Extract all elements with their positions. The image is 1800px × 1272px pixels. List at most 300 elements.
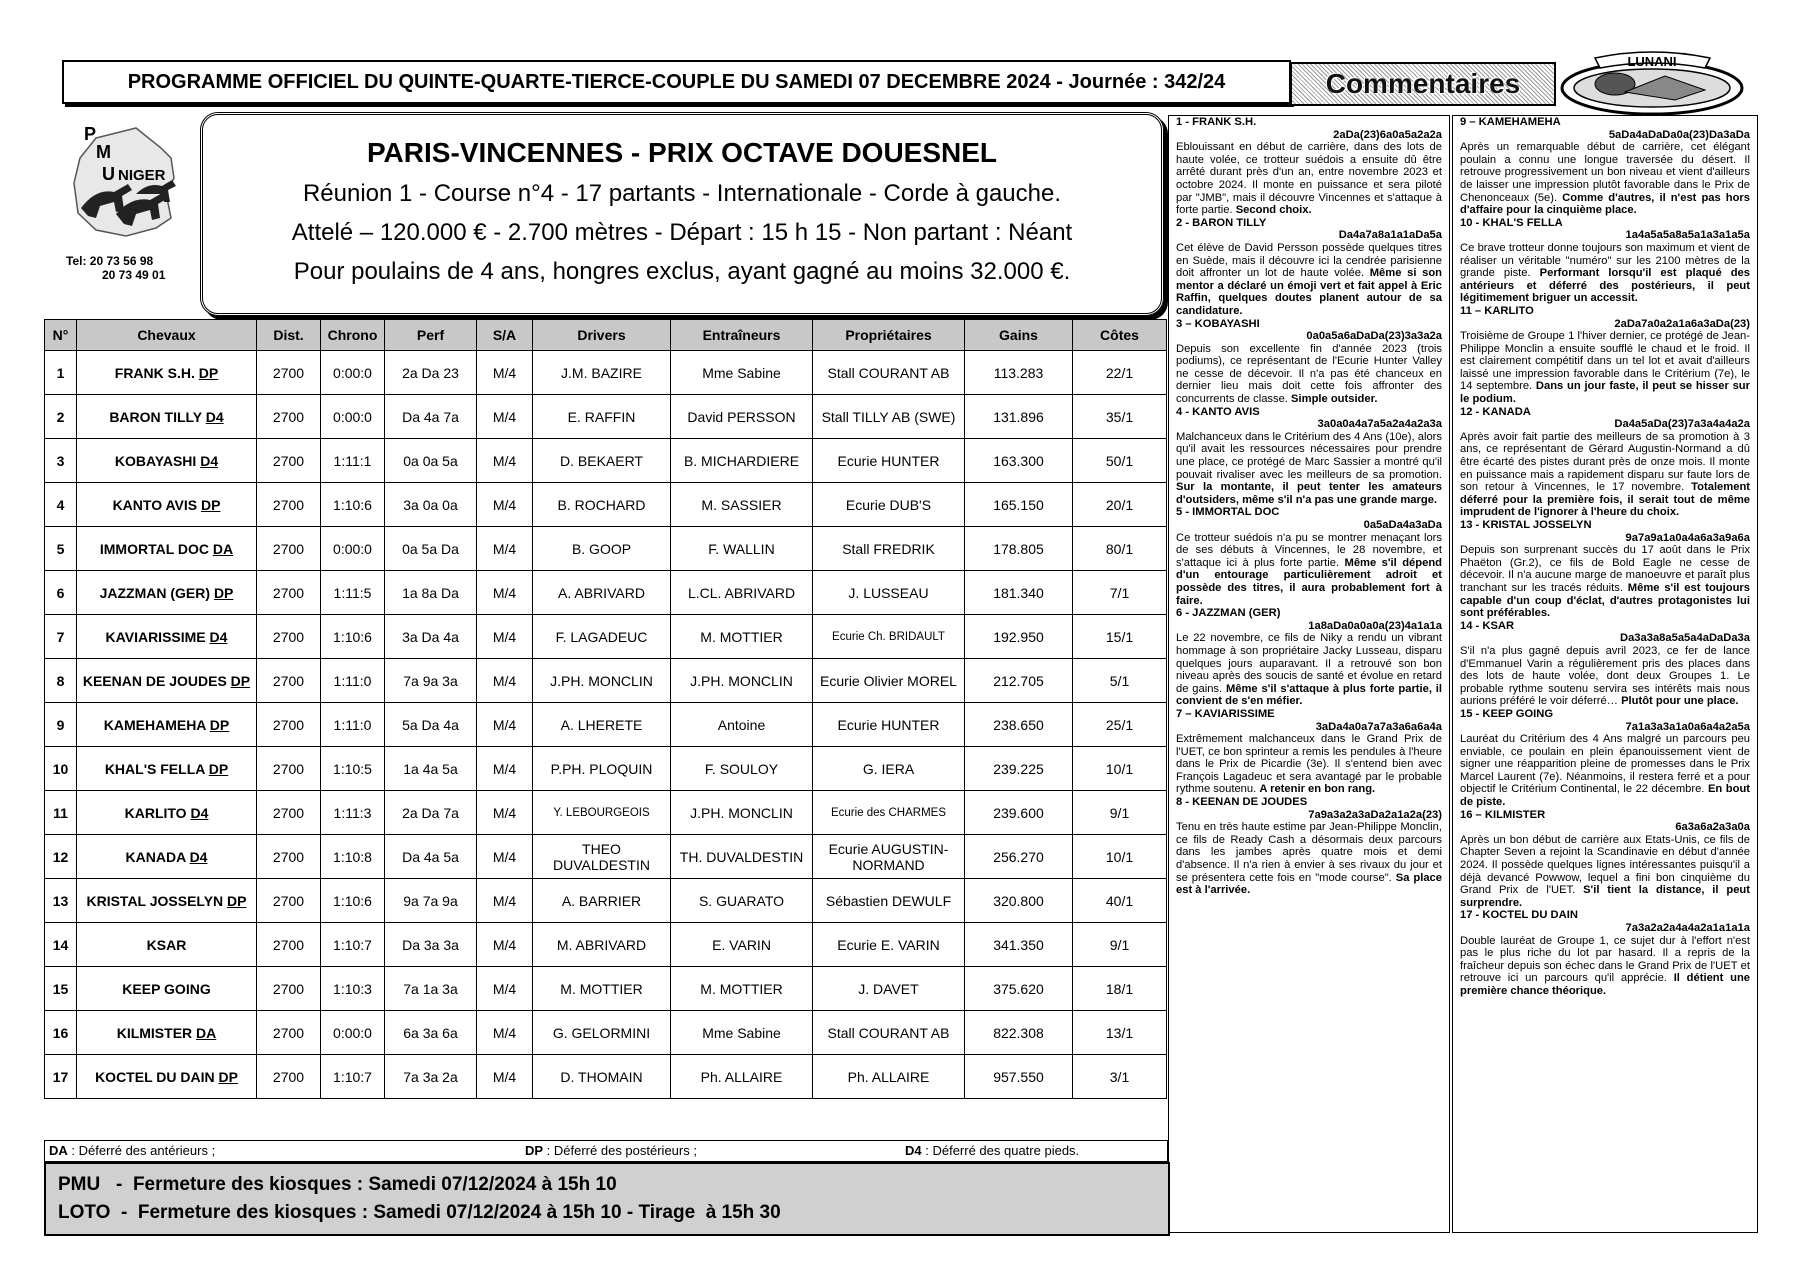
cell-dist: 2700 xyxy=(257,835,321,879)
comment-entry xyxy=(1460,217,1750,305)
kiosk-closing-box xyxy=(44,1162,1170,1236)
cell-owner: Ecurie HUNTER xyxy=(813,703,965,747)
comment-music: 9a7a9a1a0a4a6a3a9a6a xyxy=(1625,531,1750,544)
horse-name: KOCTEL DU DAIN DP xyxy=(77,1055,257,1099)
cell-n: 8 xyxy=(45,659,77,703)
cell-driver: D. BEKAERT xyxy=(533,439,671,483)
comment-text: Le 22 novembre, ce fils de Niky a rendu un vibrant hommage à son propriétaire Jacky Lusseau, disparu quelques jours auparavant. Il a retrouvé son bon niveau après des soucis de santé et évolue en retard de gains. Même s'il s'attaque à plus forte partie, il convient de s'en méfier. xyxy=(1176,632,1442,708)
column-header: Entraîneurs xyxy=(671,320,813,351)
cell-dist: 2700 xyxy=(257,1055,321,1099)
cell-chrono: 0:00:0 xyxy=(321,527,385,571)
table-row xyxy=(45,439,1167,483)
cell-sa: M/4 xyxy=(477,615,533,659)
cell-cote: 80/1 xyxy=(1073,527,1167,571)
cell-n: 12 xyxy=(45,835,77,879)
comment-horse: 4 - KANTO AVIS xyxy=(1176,405,1260,418)
cell-n: 3 xyxy=(45,439,77,483)
cell-cote: 35/1 xyxy=(1073,395,1167,439)
comment-text: Cet élève de David Persson possède quelques titres en Suède, mais il découvre ici la cendrée parisienne doit affronter un lot de haute volée. Même si son mentor a déclaré un émoji vert et fait appel à Eric Raffin, quelques doutes planent autour de sa candidature. xyxy=(1176,241,1442,317)
comment-horse: 13 - KRISTAL JOSSELYN xyxy=(1460,519,1592,531)
cell-sa: M/4 xyxy=(477,1011,533,1055)
cell-driver: F. LAGADEUC xyxy=(533,615,671,659)
comment-horse: 8 - KEENAN DE JOUDES xyxy=(1176,796,1308,809)
comment-verdict: Même s'il s'attaque à plus forte partie, il convient de s'en méfier. xyxy=(1176,682,1442,708)
cell-sa: M/4 xyxy=(477,747,533,791)
horse-name: KARLITO D4 xyxy=(77,791,257,835)
cell-sa: M/4 xyxy=(477,351,533,395)
comment-entry xyxy=(1176,607,1442,708)
comment-horse: 11 – KARLITO xyxy=(1460,304,1534,317)
cell-driver: THEO DUVALDESTIN xyxy=(533,835,671,879)
comment-entry xyxy=(1460,620,1750,708)
comments-title-box xyxy=(1290,62,1556,106)
table-row xyxy=(45,923,1167,967)
cell-owner: J. LUSSEAU xyxy=(813,571,965,615)
cell-perf: 7a 3a 2a xyxy=(385,1055,477,1099)
cell-dist: 2700 xyxy=(257,351,321,395)
cell-owner: Ecurie Ch. BRIDAULT xyxy=(813,615,965,659)
horse-name: KANADA D4 xyxy=(77,835,257,879)
cell-driver: G. GELORMINI xyxy=(533,1011,671,1055)
comment-entry xyxy=(1460,116,1750,217)
cell-chrono: 1:10:6 xyxy=(321,879,385,923)
cell-cote: 7/1 xyxy=(1073,571,1167,615)
comment-text: Tenu en très haute estime par Jean-Philippe Monclin, ce fils de Ready Cash a désormais deux parcours dans les jambes après quatre mois et demi d'absence. Il n'a rien à envier à ses rivaux du jour et se présentera cette fois en "mode course". Sa place est à l'arrivée. xyxy=(1176,821,1443,897)
table-row xyxy=(45,791,1167,835)
table-row xyxy=(45,879,1167,923)
cell-cote: 15/1 xyxy=(1073,615,1167,659)
cell-gains: 192.950 xyxy=(965,615,1073,659)
cell-cote: 10/1 xyxy=(1073,835,1167,879)
table-row xyxy=(45,527,1167,571)
shoeing-tag: DP xyxy=(227,892,247,909)
cell-perf: 2a Da 7a xyxy=(385,791,477,835)
comment-horse: 17 - KOCTEL DU DAIN xyxy=(1460,909,1578,922)
cell-driver: B. ROCHARD xyxy=(533,483,671,527)
cell-perf: 5a Da 4a xyxy=(385,703,477,747)
table-row xyxy=(45,571,1167,615)
legend-d4: D4 : Déferré des quatre pieds. xyxy=(905,1143,1080,1158)
cell-gains: 113.283 xyxy=(965,351,1073,395)
comment-text: Troisième de Groupe 1 l'hiver dernier, ce protégé de Jean-Philippe Monclin a ensuite soufflé le chaud et le froid. Il est clairement compétitif dans un tel lot et avait d'ailleurs laissé une impression favorable dans le Critérium (7e), le 14 septembre. Dans un jour faste, il peut se hisser sur le podium. xyxy=(1460,330,1750,406)
cell-trainer: E. VARIN xyxy=(671,923,813,967)
logo-letter-m: M xyxy=(96,142,111,162)
cell-dist: 2700 xyxy=(257,527,321,571)
comment-entry xyxy=(1176,506,1442,607)
comment-music: Da4a7a8a1a1aDa5a xyxy=(1338,229,1442,242)
comment-music: 3aDa4a0a7a7a3a6a6a4a xyxy=(1315,720,1442,733)
cell-owner: Stall COURANT AB xyxy=(813,351,965,395)
cell-trainer: M. MOTTIER xyxy=(671,615,813,659)
cell-driver: M. ABRIVARD xyxy=(533,923,671,967)
comment-text: Après avoir fait partie des meilleurs de sa promotion à 3 ans, ce représentant de Gérard Augustin-Normand a dû être écarté des pistes durant près de onze mois. Il monte en puissance mais a rapidement disparu sur faute lors de son retour à Vincennes, le 17 novembre. Totalement déferré pour la première fois, il serait tout de même imprudent de l'ignorer à l'heure du choix. xyxy=(1460,430,1750,519)
comment-verdict: Dans un jour faste, il peut se hisser sur le podium. xyxy=(1460,380,1750,406)
table-row xyxy=(45,835,1167,879)
program-header xyxy=(62,60,1291,104)
comments-column-2 xyxy=(1452,115,1758,1233)
cell-cote: 20/1 xyxy=(1073,483,1167,527)
cell-trainer: Antoine xyxy=(671,703,813,747)
horse-name: KILMISTER DA xyxy=(77,1011,257,1055)
table-row xyxy=(45,395,1167,439)
column-header: N° xyxy=(45,320,77,351)
cell-trainer: S. GUARATO xyxy=(671,879,813,923)
comment-music: 2aDa(23)6a0a5a2a2a xyxy=(1333,128,1442,141)
cell-chrono: 1:10:5 xyxy=(321,747,385,791)
cell-trainer: F. SOULOY xyxy=(671,747,813,791)
comment-text: Depuis son excellente fin d'année 2023 (trois podiums), ce représentant de l'Ecurie Hunter Valley ne cesse de décevoir. Il n'a pas été chanceux en dernier lieu mais doit cette fois affronter des concurrents de classe. Simple outsider. xyxy=(1176,342,1442,406)
comment-verdict: Plutôt pour une place. xyxy=(1621,695,1739,708)
shoeing-tag: DP xyxy=(198,364,219,381)
cell-dist: 2700 xyxy=(257,659,321,703)
comment-verdict: Simple outsider. xyxy=(1291,393,1378,406)
cell-gains: 957.550 xyxy=(965,1055,1073,1099)
comment-text: Après un bon début de carrière aux Etats-Unis, ce fils de Chapter Seven a rejoint la Scandinavie en début d'année 2024. Il possède quelques lignes intéressantes puisqu'il a déjà devancé Powwow, lequel a fini bon cinquième du Grand Prix de l'UET. S'il tient la distance, il peut surprendre. xyxy=(1460,833,1750,909)
cell-n: 9 xyxy=(45,703,77,747)
cell-trainer: F. WALLIN xyxy=(671,527,813,571)
cell-chrono: 1:11:3 xyxy=(321,791,385,835)
pmu-niger-logo xyxy=(66,118,186,256)
cell-cote: 40/1 xyxy=(1073,879,1167,923)
comment-music: 7a3a2a2a4a4a2a1a1a1a xyxy=(1625,922,1750,934)
cell-trainer: David PERSSON xyxy=(671,395,813,439)
comment-horse: 15 - KEEP GOING xyxy=(1460,707,1554,720)
cell-chrono: 1:10:6 xyxy=(321,483,385,527)
cell-perf: 6a 3a 6a xyxy=(385,1011,477,1055)
cell-sa: M/4 xyxy=(477,571,533,615)
cell-cote: 25/1 xyxy=(1073,703,1167,747)
cell-dist: 2700 xyxy=(257,439,321,483)
comment-verdict: Totalement déferré pour la première fois, il serait tout de même imprudent de l'ignorer à l'heure du choix. xyxy=(1460,481,1750,519)
column-header: Perf xyxy=(385,320,477,351)
cell-trainer: J.PH. MONCLIN xyxy=(671,791,813,835)
cell-dist: 2700 xyxy=(257,967,321,1011)
table-row xyxy=(45,483,1167,527)
comment-verdict: A retenir en bon rang. xyxy=(1259,783,1376,796)
cell-dist: 2700 xyxy=(257,571,321,615)
shoeing-tag: DP xyxy=(208,760,229,777)
comment-entry xyxy=(1176,116,1442,217)
horse-name: KEEP GOING xyxy=(77,967,257,1011)
table-row xyxy=(45,615,1167,659)
cell-driver: J.PH. MONCLIN xyxy=(533,659,671,703)
table-row xyxy=(45,967,1167,1011)
cell-dist: 2700 xyxy=(257,615,321,659)
cell-perf: 7a 9a 3a xyxy=(385,659,477,703)
cell-driver: A. BARRIER xyxy=(533,879,671,923)
comment-music: Da3a3a8a5a5a4aDaDa3a xyxy=(1619,632,1750,645)
horse-name: BARON TILLY D4 xyxy=(77,395,257,439)
cell-dist: 2700 xyxy=(257,879,321,923)
comment-music: 1a8aDa0a0a0a(23)4a1a1a xyxy=(1308,619,1442,632)
cell-trainer: Mme Sabine xyxy=(671,351,813,395)
cell-trainer: B. MICHARDIERE xyxy=(671,439,813,483)
cell-chrono: 0:00:0 xyxy=(321,351,385,395)
race-line-1: Réunion 1 - Course n°4 - 17 partants - Internationale - Corde à gauche. xyxy=(302,180,1062,207)
cell-perf: 0a 0a 5a xyxy=(385,439,477,483)
cell-chrono: 0:00:0 xyxy=(321,395,385,439)
logo-text-niger: NIGER xyxy=(118,167,166,184)
cell-gains: 165.150 xyxy=(965,483,1073,527)
logo-letter-p: P xyxy=(84,124,97,144)
cell-chrono: 1:10:7 xyxy=(321,923,385,967)
cell-dist: 2700 xyxy=(257,703,321,747)
cell-dist: 2700 xyxy=(257,923,321,967)
comment-music: 1a4a5a5a8a5a1a3a1a5a xyxy=(1625,229,1750,242)
comment-text: Depuis son surprenant succès du 17 août dans le Prix Phaëton (Gr.2), ce fils de Bold Eagle ne cesse de décevoir. Il n'a aucune marge de manoeuvre et paraît plus tranchant sur les tracés réduits. Même s'il est toujours capable d'un coup d'éclat, d'autres protagonistes lui sont préférables. xyxy=(1460,544,1750,620)
comment-verdict: Sa place est à l'arrivée. xyxy=(1176,871,1443,897)
cell-gains: 238.650 xyxy=(965,703,1073,747)
legend-da: DA : Déferré des antérieurs ; xyxy=(49,1143,216,1158)
cell-sa: M/4 xyxy=(477,967,533,1011)
comment-music: 0a5aDa4a3aDa xyxy=(1363,519,1442,531)
cell-trainer: Mme Sabine xyxy=(671,1011,813,1055)
cell-driver: A. ABRIVARD xyxy=(533,571,671,615)
cell-n: 6 xyxy=(45,571,77,615)
table-header-row xyxy=(45,320,1167,351)
legend-dp: DP : Déferré des postérieurs ; xyxy=(525,1143,697,1158)
cell-n: 16 xyxy=(45,1011,77,1055)
shoeing-tag: DP xyxy=(213,584,234,601)
column-header: Chevaux xyxy=(77,320,257,351)
comment-music: 3a0a0a4a7a5a2a4a2a3a xyxy=(1317,418,1442,431)
horse-name: KEENAN DE JOUDES DP xyxy=(77,659,257,703)
cell-dist: 2700 xyxy=(257,395,321,439)
cell-gains: 320.800 xyxy=(965,879,1073,923)
shoeing-legend xyxy=(44,1140,1168,1162)
column-header: S/A xyxy=(477,320,533,351)
cell-chrono: 1:11:1 xyxy=(321,439,385,483)
shoeing-tag: DP xyxy=(218,1068,238,1085)
horse-name: JAZZMAN (GER) DP xyxy=(77,571,257,615)
cell-dist: 2700 xyxy=(257,747,321,791)
program-title: PROGRAMME OFFICIEL DU QUINTE-QUARTE-TIERCE-COUPLE DU SAMEDI 07 DECEMBRE 2024 - Journée : 342/24 xyxy=(127,70,1226,93)
cell-n: 17 xyxy=(45,1055,77,1099)
cell-n: 11 xyxy=(45,791,77,835)
cell-dist: 2700 xyxy=(257,1011,321,1055)
cell-sa: M/4 xyxy=(477,923,533,967)
comment-verdict: Comme d'autres, il n'est pas hors d'affaire pour la cinquième place. xyxy=(1460,191,1751,217)
cell-sa: M/4 xyxy=(477,791,533,835)
comment-music: 2aDa7a0a2a1a6a3aDa(23) xyxy=(1614,317,1750,330)
cell-perf: 3a 0a 0a xyxy=(385,483,477,527)
cell-sa: M/4 xyxy=(477,483,533,527)
cell-sa: M/4 xyxy=(477,1055,533,1099)
shoeing-tag: DA xyxy=(212,540,234,557)
table-row xyxy=(45,703,1167,747)
comment-horse: 2 - BARON TILLY xyxy=(1176,216,1267,229)
cell-owner: Ecurie HUNTER xyxy=(813,439,965,483)
comment-text: Malchanceux dans le Critérium des 4 Ans (10e), alors qu'il avait les ressources nécessaires pour prendre une place, ce protégé de Marc Sassier a montré qu'il pouvait rivaliser avec les meilleurs de sa promotion. Sur la montante, il peut tenter les amateurs d'outsiders, même s'il n'a pas une grande marge. xyxy=(1176,430,1442,506)
cell-sa: M/4 xyxy=(477,879,533,923)
comment-text: Lauréat du Critérium des 4 Ans malgré un parcours peu enviable, ce poulain en plein épanouissement vient de signer une réapparition pleine de promesses dans le Prix Marcel Laurent (7e). Néanmoins, il restera ferré et a pour objectif le Critérium Continental, le 22 décembre. En bout de piste. xyxy=(1460,733,1751,809)
cell-trainer: M. SASSIER xyxy=(671,483,813,527)
comment-text: Après un remarquable début de carrière, cet élégant poulain a connu une longue traversée du désert. Il retrouve progressivement un bon niveau et vient d'ailleurs de laisser une impression plutôt favorable dans le Prix de Chenonceaux (5e). Comme d'autres, il n'est pas hors d'affaire pour la cinquième place. xyxy=(1460,141,1751,217)
cell-perf: 7a 1a 3a xyxy=(385,967,477,1011)
cell-driver: Y. LEBOURGEOIS xyxy=(533,791,671,835)
comment-verdict: Même si son mentor a déclaré un émoji vert et fait appel à Eric Raffin, quelques doutes planent autour de sa candidature. xyxy=(1176,267,1442,317)
cell-cote: 22/1 xyxy=(1073,351,1167,395)
shoeing-tag: DP xyxy=(209,716,230,733)
cell-cote: 18/1 xyxy=(1073,967,1167,1011)
column-header: Propriétaires xyxy=(813,320,965,351)
comment-entry xyxy=(1176,217,1442,318)
comment-verdict: S'il tient la distance, il peut surprendre. xyxy=(1460,884,1750,909)
shoeing-tag: D4 xyxy=(190,804,209,821)
cell-owner: Ecurie Olivier MOREL xyxy=(813,659,965,703)
comment-horse: 5 - IMMORTAL DOC xyxy=(1176,506,1280,519)
cell-perf: 9a 7a 9a xyxy=(385,879,477,923)
shoeing-tag: DP xyxy=(230,672,251,689)
horse-name: KOBAYASHI D4 xyxy=(77,439,257,483)
cell-cote: 9/1 xyxy=(1073,791,1167,835)
horse-name: KAMEHAMEHA DP xyxy=(77,703,257,747)
cell-n: 13 xyxy=(45,879,77,923)
table-row xyxy=(45,659,1167,703)
cell-chrono: 1:11:0 xyxy=(321,659,385,703)
comment-verdict: Performant lorsqu'il est plaqué des antérieurs et déferré des postérieurs, il peut légitimement briguer un accessit. xyxy=(1460,267,1750,305)
comment-verdict: En bout de piste. xyxy=(1460,783,1751,809)
comment-text: Eblouissant en début de carrière, dans des lots de haute volée, ce trotteur suédois a ensuite dû être arrêté durant près d'un an, entre novembre 2023 et octobre 2024. Il monte en puissance et sera piloté par "JMB", mais il découvre Vincennes et s'attaque à forte partie. Second choix. xyxy=(1176,141,1442,217)
cell-chrono: 1:11:5 xyxy=(321,571,385,615)
comment-horse: 1 - FRANK S.H. xyxy=(1176,116,1257,128)
cell-gains: 822.308 xyxy=(965,1011,1073,1055)
shoeing-tag: D4 xyxy=(205,408,224,425)
horse-name: KRISTAL JOSSELYN DP xyxy=(77,879,257,923)
cell-chrono: 1:10:6 xyxy=(321,615,385,659)
cell-sa: M/4 xyxy=(477,703,533,747)
cell-sa: M/4 xyxy=(477,395,533,439)
comment-music: 7a9a3a2a3aDa2a1a2a(23) xyxy=(1308,808,1442,821)
cell-sa: M/4 xyxy=(477,659,533,703)
cell-sa: M/4 xyxy=(477,835,533,879)
horse-name: KHAL'S FELLA DP xyxy=(77,747,257,791)
cell-dist: 2700 xyxy=(257,791,321,835)
comment-horse: 3 – KOBAYASHI xyxy=(1176,317,1260,330)
cell-n: 4 xyxy=(45,483,77,527)
comment-text: Double lauréat de Groupe 1, ce sujet dur à l'effort n'est pas le plus riche du lot par hasard. Il a repris de la fraîcheur depuis son échec dans le Grand Prix de l'UET et retrouve ici un parcours qu'il apprécie. Il détient une première chance théorique. xyxy=(1460,934,1750,997)
table-row xyxy=(45,747,1167,791)
cell-trainer: TH. DUVALDESTIN xyxy=(671,835,813,879)
race-title: PARIS-VINCENNES - PRIX OCTAVE DOUESNEL xyxy=(366,137,998,168)
cell-driver: M. MOTTIER xyxy=(533,967,671,1011)
cell-chrono: 0:00:0 xyxy=(321,1011,385,1055)
cell-n: 1 xyxy=(45,351,77,395)
cell-driver: D. THOMAIN xyxy=(533,1055,671,1099)
contact-phones xyxy=(66,254,186,282)
table-body xyxy=(45,351,1167,1099)
comment-verdict: Second choix. xyxy=(1235,204,1312,217)
shoeing-tag: D4 xyxy=(200,452,219,469)
shoeing-tag: D4 xyxy=(209,628,228,645)
cell-driver: A. LHERETE xyxy=(533,703,671,747)
comment-entry xyxy=(1460,708,1750,809)
comment-entry xyxy=(1176,796,1442,897)
cell-n: 15 xyxy=(45,967,77,1011)
table-row xyxy=(45,1055,1167,1099)
cell-perf: Da 3a 3a xyxy=(385,923,477,967)
comment-horse: 10 - KHAL'S FELLA xyxy=(1460,216,1563,229)
comment-entry xyxy=(1176,406,1442,507)
cell-gains: 256.270 xyxy=(965,835,1073,879)
cell-cote: 13/1 xyxy=(1073,1011,1167,1055)
horse-name: KAVIARISSIME D4 xyxy=(77,615,257,659)
column-header: Dist. xyxy=(257,320,321,351)
comment-music: 7a1a3a3a1a0a6a4a2a5a xyxy=(1625,720,1750,733)
cell-owner: Stall TILLY AB (SWE) xyxy=(813,395,965,439)
cell-perf: 3a Da 4a xyxy=(385,615,477,659)
comment-text: Ce trotteur suédois n'a pu se montrer menaçant lors de ses débuts à Vincennes, le 28 novembre, et s'attaque ici à plus forte partie. Même s'il dépend d'un entourage particulièrement adroit et possède des titres, il aura probablement fort à faire. xyxy=(1176,531,1442,607)
comment-music: 5aDa4aDaDa0a(23)Da3aDa xyxy=(1608,128,1750,141)
cell-trainer: L.CL. ABRIVARD xyxy=(671,571,813,615)
comment-entry xyxy=(1460,305,1750,406)
race-line-3: Pour poulains de 4 ans, hongres exclus, ayant gagné au moins 32.000 €. xyxy=(293,258,1071,285)
shoeing-tag: DP xyxy=(200,496,221,513)
comment-verdict: Sur la montante, il peut tenter les amateurs d'outsiders, même s'il n'a pas une grande marge. xyxy=(1176,481,1442,506)
comments-column-1 xyxy=(1168,115,1450,1233)
comment-horse: 6 - JAZZMAN (GER) xyxy=(1176,607,1281,620)
cell-sa: M/4 xyxy=(477,527,533,571)
cell-n: 5 xyxy=(45,527,77,571)
shoeing-tag: DA xyxy=(196,1024,217,1041)
comment-entry xyxy=(1460,406,1750,519)
cell-cote: 5/1 xyxy=(1073,659,1167,703)
cell-driver: B. GOOP xyxy=(533,527,671,571)
cell-cote: 3/1 xyxy=(1073,1055,1167,1099)
cell-trainer: J.PH. MONCLIN xyxy=(671,659,813,703)
lunani-brand: LUNANI xyxy=(1627,54,1677,69)
cell-gains: 239.600 xyxy=(965,791,1073,835)
cell-gains: 375.620 xyxy=(965,967,1073,1011)
logo-letter-u: U xyxy=(102,164,115,184)
column-header: Drivers xyxy=(533,320,671,351)
race-line-2: Attelé – 120.000 € - 2.700 mètres - Départ : 15 h 15 - Non partant : Néant xyxy=(291,219,1073,246)
table-row xyxy=(45,1011,1167,1055)
comment-entry xyxy=(1460,909,1750,997)
comment-entry xyxy=(1176,318,1442,406)
cell-owner: Ecurie des CHARMES xyxy=(813,791,965,835)
comment-entry xyxy=(1176,708,1442,796)
cell-owner: Ecurie AUGUSTIN-NORMAND xyxy=(813,835,965,879)
cell-owner: Ecurie E. VARIN xyxy=(813,923,965,967)
cell-gains: 181.340 xyxy=(965,571,1073,615)
race-info-box xyxy=(200,112,1164,316)
cell-chrono: 1:10:7 xyxy=(321,1055,385,1099)
cell-owner: G. IERA xyxy=(813,747,965,791)
lunani-logo xyxy=(1555,50,1750,120)
cell-gains: 212.705 xyxy=(965,659,1073,703)
cell-owner: Sébastien DEWULF xyxy=(813,879,965,923)
horse-name: FRANK S.H. DP xyxy=(77,351,257,395)
cell-owner: Ecurie DUB'S xyxy=(813,483,965,527)
cell-chrono: 1:10:3 xyxy=(321,967,385,1011)
cell-perf: 2a Da 23 xyxy=(385,351,477,395)
cell-n: 14 xyxy=(45,923,77,967)
cell-driver: P.PH. PLOQUIN xyxy=(533,747,671,791)
comment-horse: 9 – KAMEHAMEHA xyxy=(1460,116,1561,128)
cell-gains: 239.225 xyxy=(965,747,1073,791)
comment-music: Da4a5aDa(23)7a3a4a4a2a xyxy=(1614,418,1750,431)
horse-name: KSAR xyxy=(77,923,257,967)
cell-owner: Ph. ALLAIRE xyxy=(813,1055,965,1099)
cell-perf: 1a 4a 5a xyxy=(385,747,477,791)
cell-n: 10 xyxy=(45,747,77,791)
cell-perf: 0a 5a Da xyxy=(385,527,477,571)
cell-trainer: M. MOTTIER xyxy=(671,967,813,1011)
cell-sa: M/4 xyxy=(477,439,533,483)
comment-verdict: Même s'il est toujours capable d'un coup d'éclat, d'autres protagonistes lui sont préférables. xyxy=(1460,581,1750,620)
loto-closing: LOTO - Fermeture des kiosques : Samedi 07/12/2024 à 15h 10 - Tirage à 15h 30 xyxy=(58,1202,781,1223)
